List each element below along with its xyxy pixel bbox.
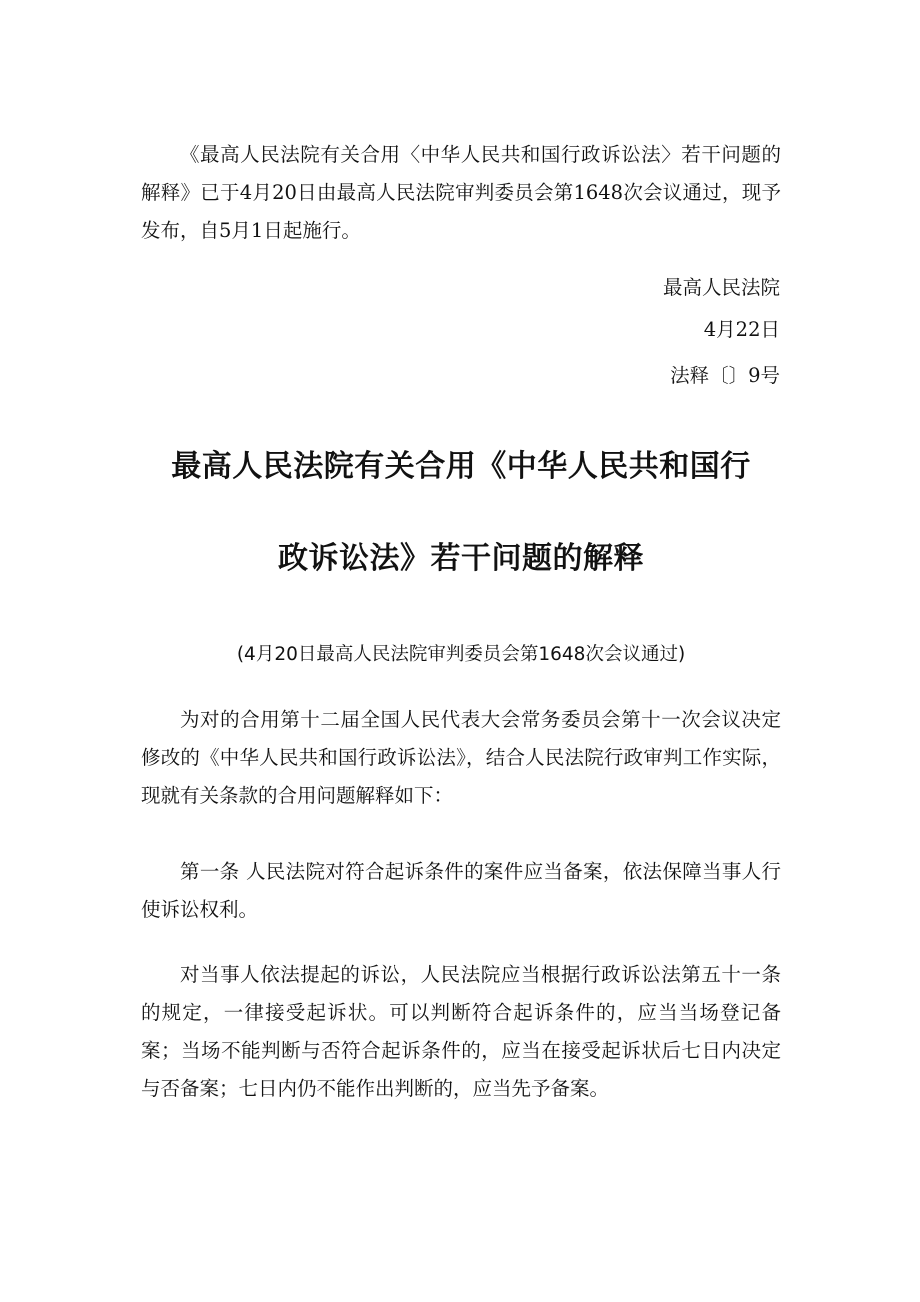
document-number: 法释〔〕9号 bbox=[670, 364, 780, 387]
document-subtitle: (4月20日最高人民法院审判委员会第1648次会议通过) bbox=[236, 644, 686, 665]
issuer-signature: 最高人民法院 bbox=[662, 276, 780, 299]
issue-date: 4月22日 bbox=[703, 318, 780, 341]
document-title-line-2: 政诉讼法》若干问题的解释 bbox=[278, 541, 644, 576]
article-1-detail-paragraph: 对当事人依法提起的诉讼，人民法院应当根据行政诉讼法第五十一条的规定，一律接受起诉状。可以判断符合起诉条件的，应当当场登记备案；当场不能判断与否符合起诉条件的，应当在接受起诉状后七日内决定与否备案；七日内仍不能作出判断的，应当先予备案。 bbox=[141, 963, 781, 1100]
promulgation-notice: 《最高人民法院有关合用〈中华人民共和国行政诉讼法〉若干问题的解释》已于4月20日由最高人民法院审判委员会第1648次会议通过，现予发布，自5月1日起施行。 bbox=[141, 143, 781, 242]
preamble-paragraph: 为对的合用第十二届全国人民代表大会常务委员会第十一次会议决定修改的《中华人民共和国行政诉讼法》，结合人民法院行政审判工作实际，现就有关条款的合用问题解释如下： bbox=[141, 708, 781, 807]
article-1-paragraph: 第一条 人民法院对符合起诉条件的案件应当备案，依法保障当事人行使诉讼权利。 bbox=[141, 860, 781, 921]
document-title-line-1: 最高人民法院有关合用《中华人民共和国行 bbox=[171, 449, 751, 484]
